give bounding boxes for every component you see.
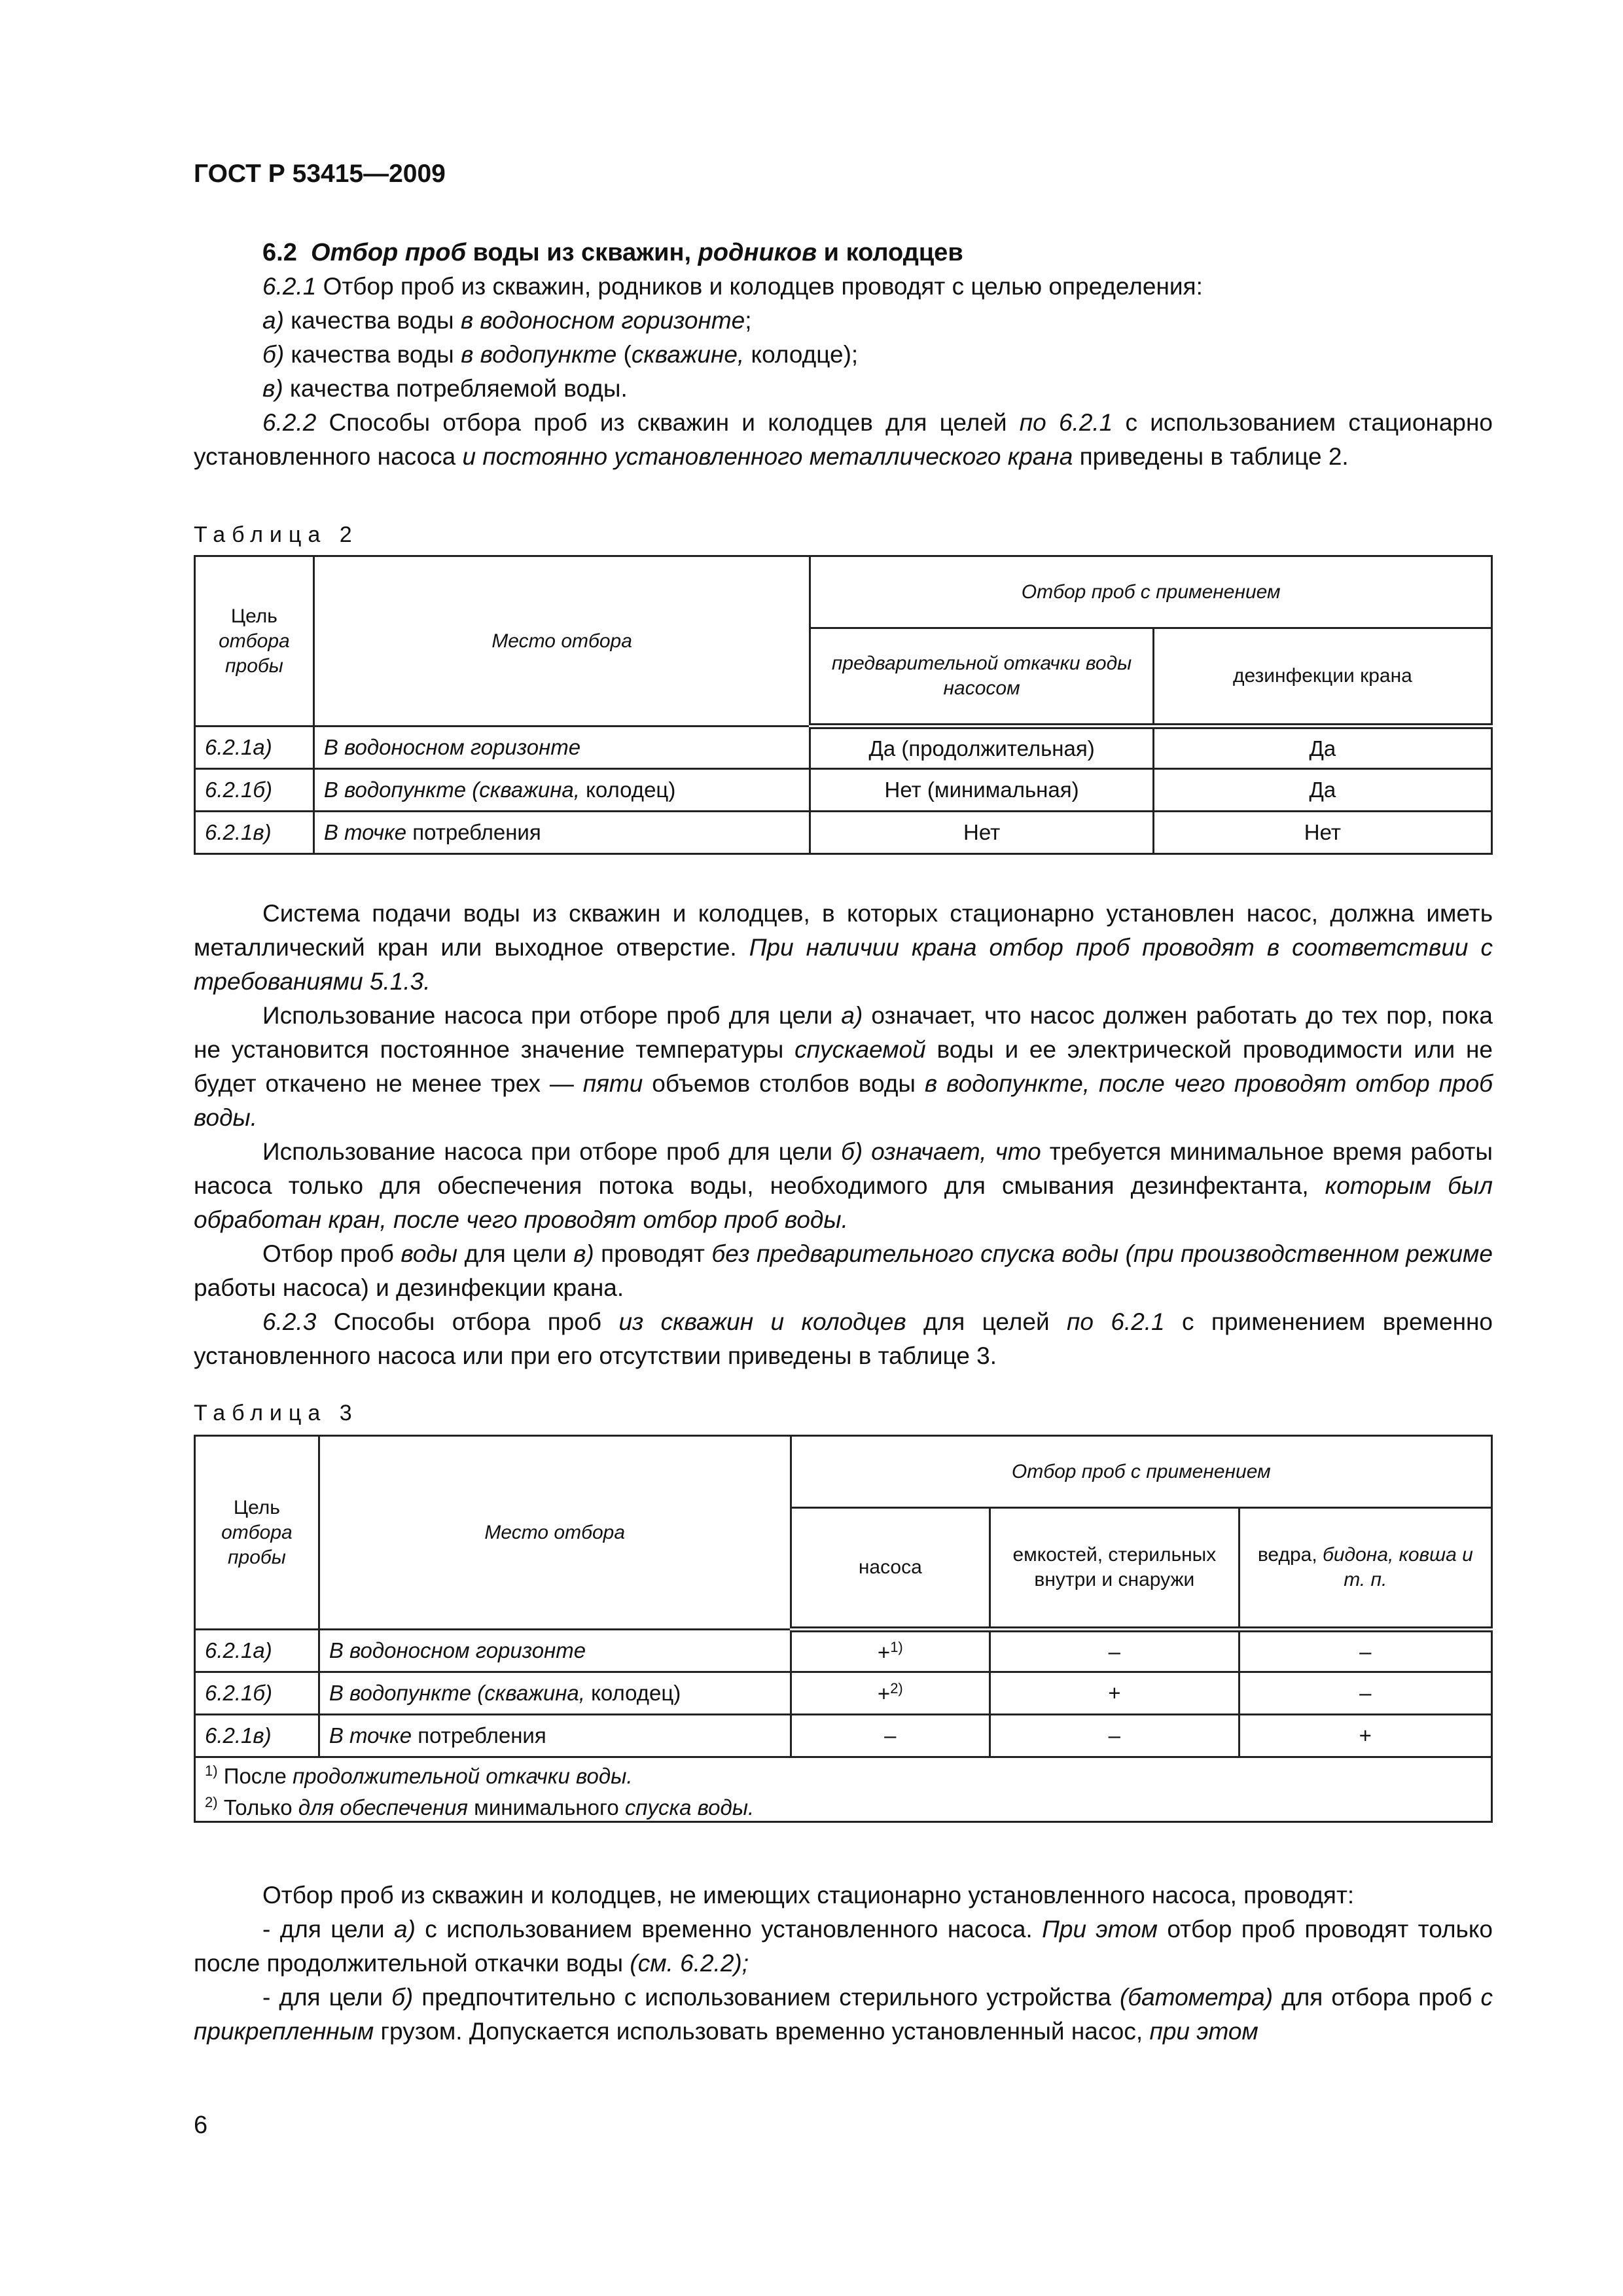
table-3-header-pump: насоса (791, 1508, 990, 1630)
paragraph-no-pump: Отбор проб из скважин и колодцев, не имеющих стационарно установленного насоса, проводят: (262, 1882, 1355, 1909)
table-3-caption: Таблица 3 (194, 1401, 359, 1426)
footnote-1: $^{1)}$ После продолжительной откачки воды. (205, 1763, 633, 1788)
table-row: 6.2.1а) В водоносном горизонте Да (продолжительная) Да (195, 726, 1492, 769)
paragraph-pump-goal-a: Использование насоса при отборе проб для цели а) означает, что насос должен работать до тех пор, пока не установится постоянное значение температуры спускаемой воды и ее электрической проводимости или не будет откачено не менее трех — пяти объемов столбов воды в водопункте, после чего проводят отбор проб воды. (194, 1002, 1493, 1131)
paragraphs-after-table-2 (194, 897, 1493, 1373)
document-header: ГОСТ Р 53415—2009 (194, 160, 446, 188)
table-row: 6.2.1б) В водопункте (скважина, колодец) Нет (минимальная) Да (195, 769, 1492, 812)
table-3-header-group: Отбор проб с применением (791, 1436, 1491, 1508)
table-2-caption: Таблица 2 (194, 522, 359, 547)
footnote-2: $^{2)}$ Только для обеспечения минимального спуска воды. (205, 1794, 755, 1820)
table-row: 6.2.1в) В точке потребления Нет Нет (195, 812, 1492, 854)
table-3-header-containers: емкостей, стерильных внутри и снаружи (990, 1508, 1240, 1630)
paragraph-goal-c: Отбор проб воды для цели в) проводят без предварительного спуска воды (при производственном режиме работы насоса) и дезинфекции крана. (194, 1240, 1493, 1301)
table-2-header-goal: Цель отбора пробы (195, 556, 314, 726)
table-2-header-place: Место отбора (313, 556, 810, 726)
table-row: 6.2.1а) В водоносном горизонте +$^{1)}$ – – (195, 1630, 1492, 1672)
table-3-header-place: Место отбора (319, 1436, 791, 1630)
list-item-goal-a: - для цели а) с использованием временно установленного насоса. При этом отбор проб проводят только после продолжительной откачки воды (см. 6.2.2); (194, 1916, 1493, 1977)
paragraphs-after-table-3 (194, 1878, 1493, 2049)
paragraph-6-2-1: 6.2.1 Отбор проб из скважин, родников и колодцев проводят с целью определения: (262, 273, 1203, 300)
table-2-header-disinfection: дезинфекции крана (1153, 628, 1491, 726)
table-3 (194, 1435, 1493, 1823)
table-2-header-pump: предварительной откачки воды насосом (810, 628, 1153, 726)
table-3-footnotes (195, 1757, 1492, 1822)
list-item-goal-b: - для цели б) предпочтительно с использованием стерильного устройства (батометра) для отбора проб с прикрепленным грузом. Допускается использовать временно установленный насос, при этом (194, 1984, 1493, 2045)
paragraph-6-2-3: 6.2.3 Способы отбора проб из скважин и колодцев для целей по 6.2.1 с применением временно установленного насоса или при его отсутствии приведены в таблице 3. (194, 1308, 1493, 1369)
table-row: 6.2.1б) В водопункте (скважина, колодец) +$^{2)}$ + – (195, 1672, 1492, 1715)
paragraph-water-system: Система подачи воды из скважин и колодцев, в которых стационарно установлен насос, должна иметь металлический кран или выходное отверстие. При наличии крана отбор проб проводят в соответствии с требованиями 5.1.3. (194, 900, 1493, 995)
section-6-2-text (194, 236, 1493, 474)
section-title: 6.2 Отбор проб воды из скважин, родников и колодцев (262, 239, 963, 266)
table-3-header-bucket: ведра, бидона, ковша и т. п. (1239, 1508, 1491, 1630)
table-2-header-group: Отбор проб с применением (810, 556, 1492, 628)
paragraph-6-2-2: 6.2.2 Способы отбора проб из скважин и колодцев для целей по 6.2.1 с использованием стационарно установленного насоса и постоянно установленного металлического крана приведены в таблице 2. (194, 409, 1493, 470)
table-3-header-goal: Цель отбора пробы (195, 1436, 319, 1630)
paragraph-pump-goal-b: Использование насоса при отборе проб для цели б) означает, что требуется минимальное время работы насоса только для обеспечения потока воды, необходимого для смывания дезинфектанта, которым был обработан кран, после чего проводят отбор проб воды. (194, 1138, 1493, 1233)
table-row: 6.2.1в) В точке потребления – – + (195, 1715, 1492, 1757)
page-number: 6 (194, 2111, 208, 2139)
list-item-c: в) качества потребляемой воды. (262, 375, 628, 402)
list-item-a: а) качества воды в водоносном горизонте; (262, 307, 752, 334)
list-item-b: б) качества воды в водопункте (скважине, колодце); (262, 341, 859, 368)
table-2 (194, 555, 1493, 855)
